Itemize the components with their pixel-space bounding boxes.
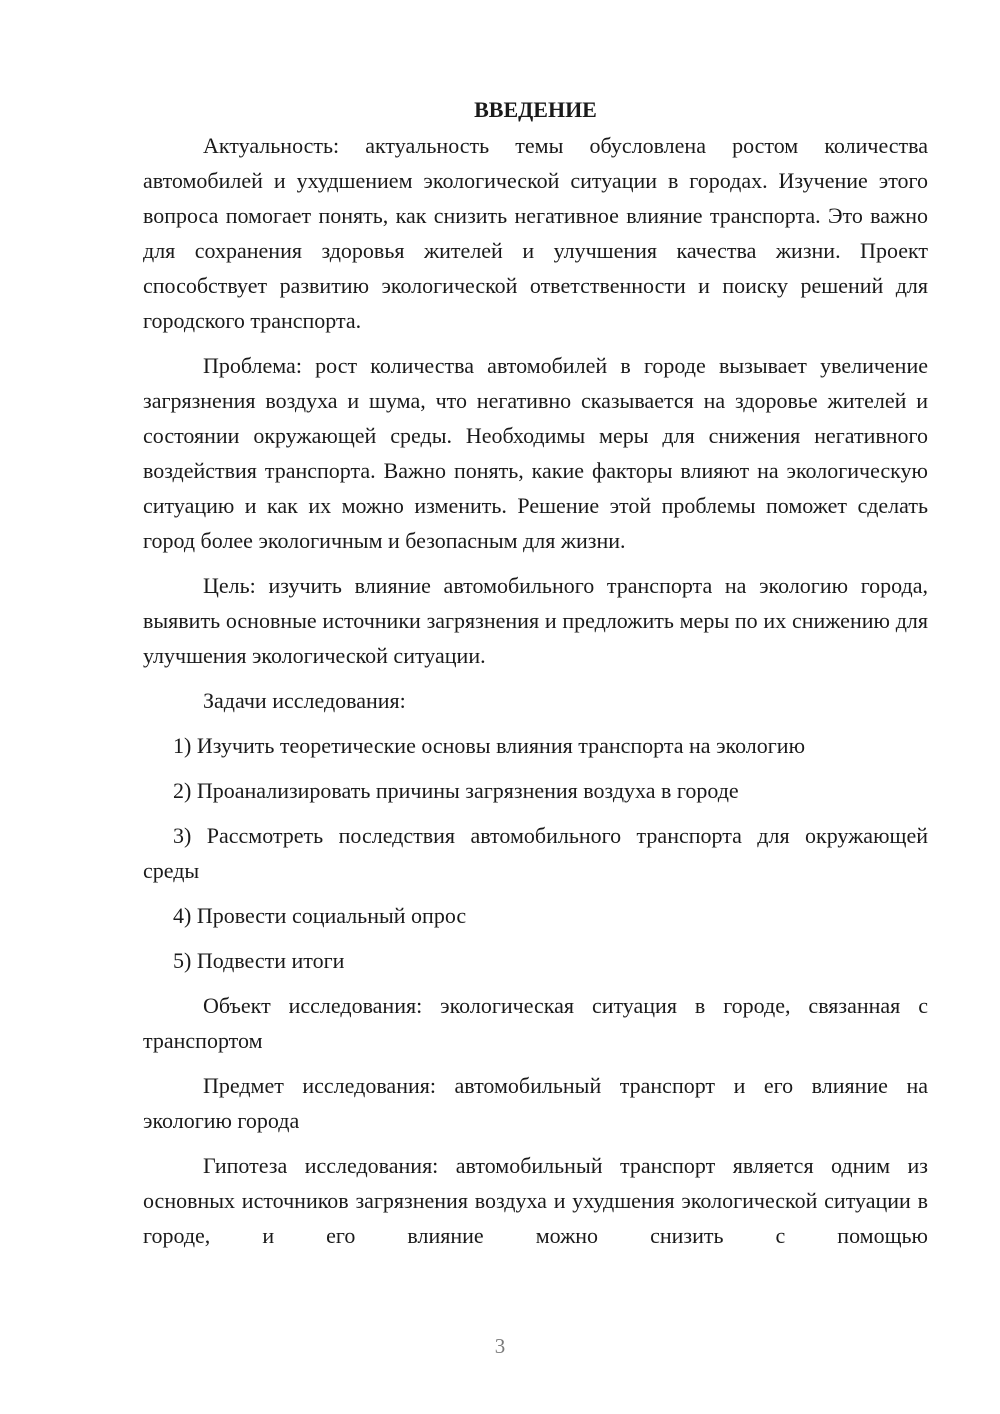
relevance-paragraph: Актуальность: актуальность темы обусловлена ростом количества автомобилей и ухудшением экологической ситуации в городах. Изучение этого вопроса помогает понять, как снизить негативное влияние транспорта. Это важно для сохранения здоровья жителей и улучшения качества жизни. Проект способствует развитию экологической ответственности и поиску решений для городского транспорта. bbox=[143, 133, 928, 333]
task-item: 3) Рассмотреть последствия автомобильного транспорта для окружающей среды bbox=[143, 823, 928, 883]
page-number: 3 bbox=[494, 1334, 506, 1358]
problem-paragraph: Проблема: рост количества автомобилей в городе вызывает увеличение загрязнения воздуха и шума, что негативно сказывается на здоровье жителей и состоянии окружающей среды. Необходимы меры для снижения негативного воздействия транспорта. Важно понять, какие факторы влияют на экологическую ситуацию и как их можно изменить. Решение этой проблемы поможет сделать город более экологичным и безопасным для жизни. bbox=[143, 353, 928, 553]
goal-paragraph: Цель: изучить влияние автомобильного транспорта на экологию города, выявить основные источники загрязнения и предложить меры по их снижению для улучшения экологической ситуации. bbox=[143, 573, 928, 668]
hypothesis-paragraph: Гипотеза исследования: автомобильный транспорт является одним из основных источников загрязнения воздуха и ухудшения экологической ситуации в городе, и его влияние можно снизить с помощью bbox=[143, 1153, 928, 1248]
task-item: 2) Проанализировать причины загрязнения воздуха в городе bbox=[173, 778, 739, 803]
document-page bbox=[143, 92, 928, 1263]
object-paragraph: Объект исследования: экологическая ситуация в городе, связанная с транспортом bbox=[143, 993, 928, 1053]
task-item: 4) Провести социальный опрос bbox=[173, 903, 467, 928]
tasks-heading: Задачи исследования: bbox=[203, 688, 406, 713]
document-title: ВВЕДЕНИЕ bbox=[474, 97, 597, 122]
subject-paragraph: Предмет исследования: автомобильный транспорт и его влияние на экологию города bbox=[143, 1073, 928, 1133]
task-item: 1) Изучить теоретические основы влияния транспорта на экологию bbox=[173, 733, 806, 758]
task-item: 5) Подвести итоги bbox=[173, 948, 345, 973]
